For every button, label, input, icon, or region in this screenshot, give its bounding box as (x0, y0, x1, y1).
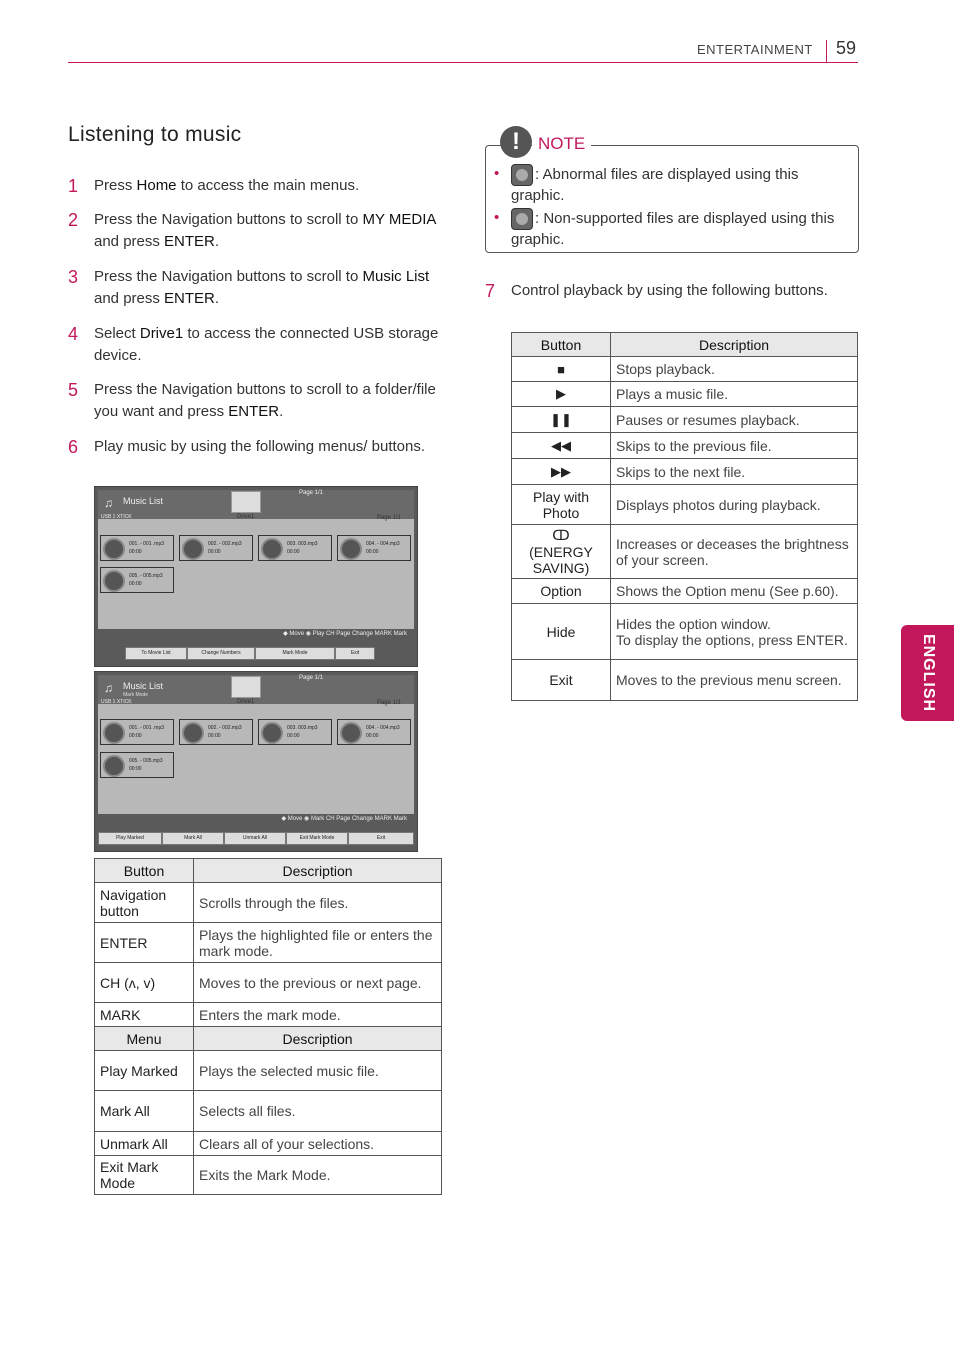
music-file[interactable]: 002. - 002.mp3 00:00 (179, 535, 253, 561)
table-cell: Enters the mark mode. (194, 1003, 442, 1027)
table-row (95, 1091, 442, 1132)
music-file[interactable]: 005. - 005.mp3 00:00 (100, 752, 174, 778)
table-header: Button (95, 859, 194, 883)
table-header: Button (512, 333, 611, 357)
disc-icon (182, 538, 204, 560)
table-cell: Exits the Mark Mode. (194, 1156, 442, 1195)
music-note-icon: ♫ (104, 496, 113, 510)
table-row (512, 382, 858, 407)
disc-icon (182, 722, 204, 744)
exit-button[interactable]: Exit (335, 647, 375, 660)
table-row (512, 525, 858, 579)
table-cell: Plays a music file. (611, 382, 858, 407)
table-header-row (512, 333, 858, 357)
table-row (95, 923, 442, 963)
disc-icon (261, 722, 283, 744)
table-header-row (95, 859, 442, 883)
header-divider (826, 40, 827, 62)
table-cell: Pauses or resumes playback. (611, 407, 858, 433)
step-number: 5 (68, 380, 79, 400)
exit-mark-mode-button[interactable]: Exit Mark Mode (286, 832, 348, 845)
energy-saving-icon: ↀ (552, 527, 570, 543)
table-cell: Hide (512, 604, 611, 660)
control-legend: ◆ Move ◉ Play CH Page Change MARK Mark (283, 631, 407, 637)
page-indicator: Page 1/1 (376, 515, 401, 521)
table-row (512, 660, 858, 701)
drive-label: Drive1 (237, 514, 255, 520)
table-header: Description (194, 859, 442, 883)
table-row (512, 407, 858, 433)
music-file[interactable]: 001. - 001 .mp3 00:00 (100, 535, 174, 561)
table-cell: Increases or deceases the brightness of your screen. (611, 525, 858, 579)
step-5: 5 Press the Navigation buttons to scroll to a folder/file you want and press ENTER. (68, 380, 436, 420)
music-file[interactable]: 004. - 004.mp3 00:00 (337, 535, 411, 561)
screen-title: Music List (123, 496, 164, 506)
step-1: 1 Press Home to access the main menus. (68, 176, 360, 196)
music-list-screen (94, 486, 418, 667)
stop-icon: ■ (512, 357, 611, 382)
table-cell: CH (ᴧ, ᴠ) (95, 963, 194, 1003)
energy-saving-cell: ↀ (ENERGY SAVING) (512, 525, 611, 579)
table-cell: Scrolls through the files. (194, 883, 442, 923)
exclamation-icon: ! (500, 126, 532, 158)
table-cell: Exit (512, 660, 611, 701)
table-row (512, 485, 858, 525)
table-header: Menu (95, 1027, 194, 1051)
disc-icon (103, 755, 125, 777)
exit-button[interactable]: Exit (348, 832, 414, 845)
table-row (512, 604, 858, 660)
step-2: 2 Press the Navigation buttons to scroll to MY MEDIA and press ENTER. (68, 210, 436, 250)
table-row (512, 433, 858, 459)
music-file[interactable]: 001. - 001 .mp3 00:00 (100, 719, 174, 745)
table-cell: Moves to the previous or next page. (194, 963, 442, 1003)
step-6: 6 Play music by using the following menus/ buttons. (68, 437, 426, 457)
table-cell: Moves to the previous menu screen. (611, 660, 858, 701)
usb-label: USB 1 XTICK (101, 514, 132, 520)
step-number: 6 (68, 437, 79, 457)
drive-label: Drive1 (237, 699, 255, 705)
step-3: 3 Press the Navigation buttons to scroll to Music List and press ENTER. (68, 267, 430, 307)
folder-icon (231, 676, 261, 698)
header-rule (68, 62, 858, 63)
table-cell: Shows the Option menu (See p.60). (611, 579, 858, 604)
table-header: Description (611, 333, 858, 357)
disc-icon (103, 722, 125, 744)
table-cell: Hides the option window. To display the options, press ENTER. (611, 604, 858, 660)
screen-title: Music List (123, 681, 164, 691)
unsupported-file-icon (511, 208, 533, 230)
step-number: 4 (68, 324, 79, 344)
table-row (512, 357, 858, 382)
bullet: • (494, 209, 500, 226)
music-file[interactable]: 003. 003.mp3 00:00 (258, 719, 332, 745)
pause-icon: ❚❚ (512, 407, 611, 433)
mark-mode-button[interactable]: Mark Mode (255, 647, 335, 660)
music-file[interactable]: 004. - 004.mp3 00:00 (337, 719, 411, 745)
table-row (95, 1156, 442, 1195)
disc-icon (103, 538, 125, 560)
music-file[interactable]: 005. - 005.mp3 00:00 (100, 567, 174, 593)
header-section: ENTERTAINMENT (697, 42, 813, 57)
mark-mode-screen (94, 671, 418, 852)
to-movie-list-button[interactable]: To Movie List (125, 647, 187, 660)
step-7: 7 Control playback by using the following buttons. (485, 281, 828, 301)
table-cell: Play with Photo (512, 485, 611, 525)
table-cell: Displays photos during playback. (611, 485, 858, 525)
table-row (512, 459, 858, 485)
abnormal-file-icon (511, 164, 533, 186)
table-row (512, 579, 858, 604)
mark-all-button[interactable]: Mark All (162, 832, 224, 845)
table-header-row (95, 1027, 442, 1051)
table-row (95, 883, 442, 923)
disc-icon (340, 722, 362, 744)
language-tab (901, 625, 954, 721)
table-cell: Exit Mark Mode (95, 1156, 194, 1195)
table-cell: Unmark All (95, 1132, 194, 1156)
table-row (95, 963, 442, 1003)
step-number: 3 (68, 267, 79, 287)
step-4: 4 Select Drive1 to access the connected USB storage device. (68, 324, 439, 364)
disc-icon (261, 538, 283, 560)
change-numbers-button[interactable]: Change Numbers (187, 647, 255, 660)
control-legend: ◆ Move ◉ Mark CH Page Change MARK Mark (281, 816, 407, 822)
page-indicator-top: Page 1/1 (299, 675, 324, 681)
table-cell: Plays the highlighted file or enters the mark mode. (194, 923, 442, 963)
table-cell: Play Marked (95, 1051, 194, 1091)
previous-icon: ◀◀ (512, 433, 611, 459)
music-file[interactable]: 003. 003.mp3 00:00 (258, 535, 332, 561)
screen-button-bar (98, 832, 414, 845)
screen-button-bar (98, 647, 414, 660)
play-marked-button[interactable]: Play Marked (98, 832, 162, 845)
disc-icon (103, 570, 125, 592)
table-cell: Clears all of your selections. (194, 1132, 442, 1156)
menu-button-table (94, 858, 442, 1195)
screen-mode: Mark Mode (123, 692, 149, 698)
page-title: Listening to music (68, 123, 242, 146)
table-cell: Selects all files. (194, 1091, 442, 1132)
table-cell: MARK (95, 1003, 194, 1027)
step-number: 7 (485, 281, 496, 301)
unmark-all-button[interactable]: Unmark All (224, 832, 286, 845)
bullet: • (494, 165, 500, 182)
table-cell: ENTER (95, 923, 194, 963)
table-header: Description (194, 1027, 442, 1051)
page-indicator-top: Page 1/1 (299, 490, 324, 496)
table-cell: Skips to the next file. (611, 459, 858, 485)
table-cell: Mark All (95, 1091, 194, 1132)
next-icon: ▶▶ (512, 459, 611, 485)
page-number: 59 (836, 38, 857, 58)
table-row (95, 1003, 442, 1027)
table-cell: Option (512, 579, 611, 604)
music-note-icon: ♫ (104, 681, 113, 695)
note-label: NOTE (532, 134, 591, 154)
step-number: 2 (68, 210, 79, 230)
step-number: 1 (68, 176, 79, 196)
table-cell: Navigation button (95, 883, 194, 923)
disc-icon (340, 538, 362, 560)
play-icon: ▶ (512, 382, 611, 407)
table-row (95, 1051, 442, 1091)
table-cell: Stops playback. (611, 357, 858, 382)
language-tab-label: ENGLISH (919, 633, 937, 713)
table-cell: Skips to the previous file. (611, 433, 858, 459)
usb-label: USB 1 XTICK (101, 699, 132, 705)
page-indicator: Page 1/1 (376, 700, 401, 706)
folder-icon (231, 491, 261, 513)
music-file[interactable]: 002. - 002.mp3 00:00 (179, 719, 253, 745)
table-row (95, 1132, 442, 1156)
table-cell: Plays the selected music file. (194, 1051, 442, 1091)
playback-button-table (511, 332, 858, 701)
